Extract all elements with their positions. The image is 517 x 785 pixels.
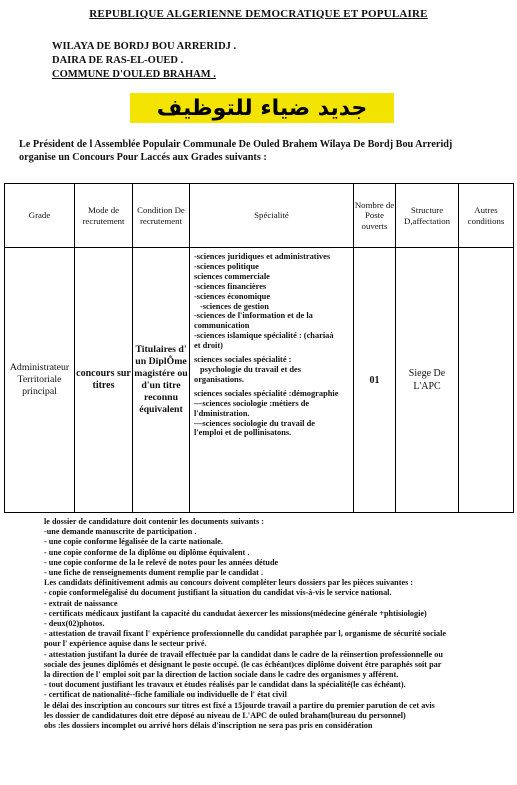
intro-line-2: organise un Concours Pour Laccés aux Grades suivants : [19,152,267,163]
table-row [5,248,514,513]
specialite-item: l'dministration. [194,408,250,418]
specialite-item: -sciences juridiques et administratives [194,252,331,261]
body-line: - copie conformelégalisé du document justifiant la situation du candidat vis-à-vis le service national. [44,588,392,598]
body-line: - certificat de nationalité--fiche familiale ou individuelle de l' état civil [44,690,287,700]
body-line: - deux(02)photos. [44,619,105,629]
body-line: - une copie conforme de la diplôme ou diplôme équivalent . [44,547,250,557]
body-line: la direction de l' emploi soit par la direction de laction sociale dans le cadre des organismes y afférent. [44,670,399,680]
header-structure: Structure D,affectation [396,184,459,248]
specialite-item: -sciences politique [194,261,259,271]
specialite-item: -sciences économique [194,291,271,301]
header-autres: Autres conditions [459,184,514,248]
specialite-item: communication [194,321,250,331]
body-line: obs :les dossiers incomplet ou arrivé hors délais d'inscription ne sera pas pris en considération [44,721,373,731]
watermark-banner: جديد ضياء للتوظيف [130,93,394,123]
specialite-item: psychologie du travail et des [200,364,301,374]
specialite-item: -sciences de l'information et de la [194,311,313,321]
specialite-item: —sciences sociologie du travail de [194,418,315,428]
dossier-requirements [44,517,514,731]
body-line: - attestation de travail fixant l' expérience professionnelle du candidat paraphée par l, organisme de sécurité sociale [44,629,446,639]
body-line: Les candidats définitivement admis au concours doivent compléter leurs dossiers par les pièces suivantes : [44,578,414,588]
body-line: - attestation justifant la durée de travail effectuée par la candidat dans le cadre de la réinsertion professionnelle ou [44,649,443,659]
body-line: sociale des jeunes diplômés et désignant le poste occupé. (le cas échéant)ces diplôme doivent être paraphés soit par [44,659,442,669]
cell-mode: concours sur titres [75,248,133,513]
specialite-item: sciences commerciale [194,271,270,281]
intro-line-1: Le Président de l Assemblée Populair Communale De Ouled Brahem Wilaya De Bordj Bou Arreridj [19,139,453,150]
body-line: - certificats médicaux justifant la capacité du candudat àexercer les missions(médecine générale +phtisiologie) [44,608,427,618]
header-nombre: Nombre de Poste ouverts [354,184,396,248]
cell-condition: Titulaires d' un DiplÔme magistére ou d'un titre reconnu équivalent [133,248,190,513]
specialite-item: sciences sociales spécialité :démographie [194,388,339,398]
specialite-item: sciences sociales spécialité : [194,355,292,365]
header-condition: Condition De recrutement [133,184,190,248]
republic-heading: REPUBLIQUE ALGERIENNE DEMOCRATIQUE ET POPULAIRE [89,8,428,20]
cell-structure: Siege De L'APC [396,248,459,513]
commune-line: COMMUNE D'OULED BRAHAM . [52,69,216,80]
daira-line: DAIRA DE RAS-EL-OUED . [52,55,184,66]
wilaya-line: WILAYA DE BORDJ BOU ARRERIDJ . [52,41,237,52]
body-line: - extrait de naissance [44,598,118,608]
body-line: le dossier de candidature doit contenir les documents suivants : [44,517,264,526]
specialite-item: -sciences financières [194,281,267,291]
intro-text [19,138,509,164]
body-line: - une fiche de renseignements dument remplie par le candidat . [44,568,264,578]
body-line: - une copie conforme de la le relevé de notes pour les années détude [44,557,279,567]
recruitment-table [4,183,514,513]
header-grade: Grade [5,184,75,248]
table-header-row [5,184,514,248]
cell-autres [459,248,514,513]
body-line: le délai des inscription au concours sur titres est fixé a 15jourde travail a partire du premier parution de cet avis [44,700,435,710]
header-specialite: Spécialité [190,184,354,248]
body-line: - tout document justifiant les travaux et études réalisés par le candidat dans la spécialité(le cas échéant). [44,680,406,690]
cell-grade: Administrateur Territoriale principal [5,248,75,513]
body-line: les dossier de candidatures doit etre déposé au niveau de L'APC de ouled braham(bureau du personnel) [44,710,406,720]
body-line: pour l' expérience aquise dans le secteur privé. [44,639,207,649]
header-mode: Mode de recrutement [75,184,133,248]
specialite-item: -sciences de gestion [200,301,269,311]
body-line: -une demande manuscrite de participation . [44,527,197,537]
cell-specialite [190,248,354,513]
specialite-item: -sciences islamique spécialité : (chariaà [194,331,334,341]
cell-nombre: 01 [354,248,396,513]
specialite-item: organisations. [194,374,245,384]
specialite-item: —sciences sociologie :métiers de [194,398,310,408]
specialite-item: et droit) [194,341,223,351]
specialite-item: l'emploi et de pollinisatons. [194,428,292,438]
body-line: - une copie conforme légalisée de la carte nationale. [44,537,223,547]
